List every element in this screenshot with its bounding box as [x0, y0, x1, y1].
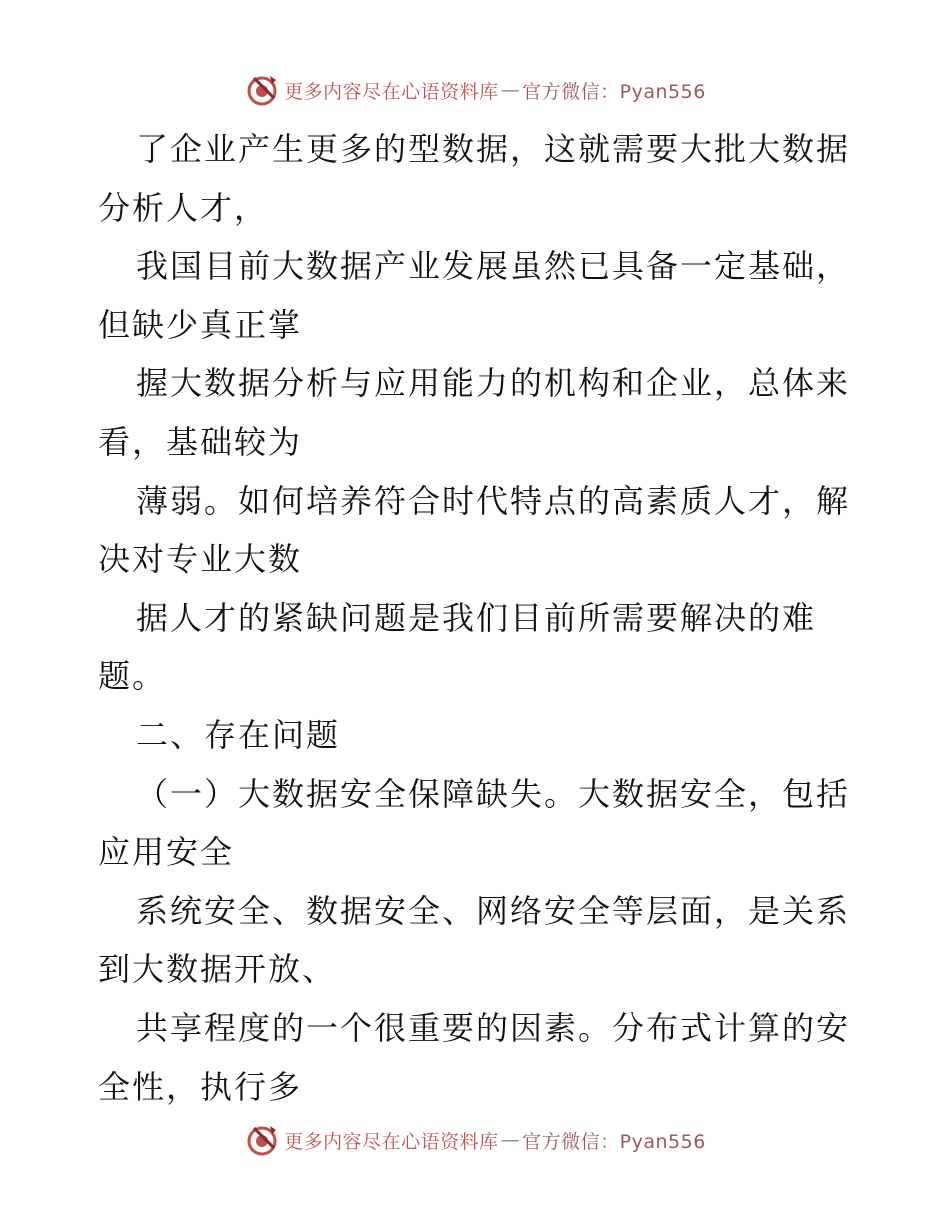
watermark-separator: — — [500, 79, 521, 101]
body-line: 题。 — [98, 657, 167, 696]
body-line: 共享程度的一个很重要的因素。分布式计算的安 — [136, 1008, 851, 1047]
body-line: 我国目前大数据产业发展虽然已具备一定基础， — [136, 247, 851, 286]
body-line: 握大数据分析与应用能力的机构和企业，总体来 — [136, 364, 851, 403]
body-line: 决对专业大数 — [98, 540, 303, 579]
body-line: 应用安全 — [98, 833, 235, 872]
document-body — [98, 120, 858, 1116]
watermark-separator: — — [500, 1129, 521, 1151]
body-line: 看，基础较为 — [98, 422, 303, 461]
cloud-arrow-logo-icon — [244, 1122, 280, 1158]
watermark-contact: 官方微信：Pyan556 — [522, 1130, 706, 1153]
header-watermark — [0, 70, 950, 110]
body-line: 据人才的紧缺问题是我们目前所需要解决的难 — [136, 598, 817, 637]
footer-watermark — [0, 1120, 950, 1160]
cloud-arrow-logo-icon — [244, 72, 280, 108]
watermark-brand: 更多内容尽在心语资料库 — [284, 1130, 499, 1153]
body-line: 分析人才， — [98, 188, 269, 227]
watermark-brand: 更多内容尽在心语资料库 — [284, 80, 499, 103]
body-line: 薄弱。如何培养符合时代特点的高素质人才，解 — [136, 481, 851, 520]
body-line: 系统安全、数据安全、网络安全等层面，是关系 — [136, 891, 851, 930]
body-line: 了企业产生更多的型数据，这就需要大批大数据 — [136, 130, 851, 168]
subsection-heading: （一）大数据安全保障缺失。大数据安全，包括 — [136, 774, 851, 813]
body-line: 全性，执行多 — [98, 1067, 303, 1106]
body-line: 到大数据开放、 — [98, 950, 337, 989]
watermark-contact: 官方微信：Pyan556 — [522, 80, 706, 103]
section-heading: 二、存在问题 — [136, 715, 341, 754]
body-line: 但缺少真正掌 — [98, 305, 303, 344]
